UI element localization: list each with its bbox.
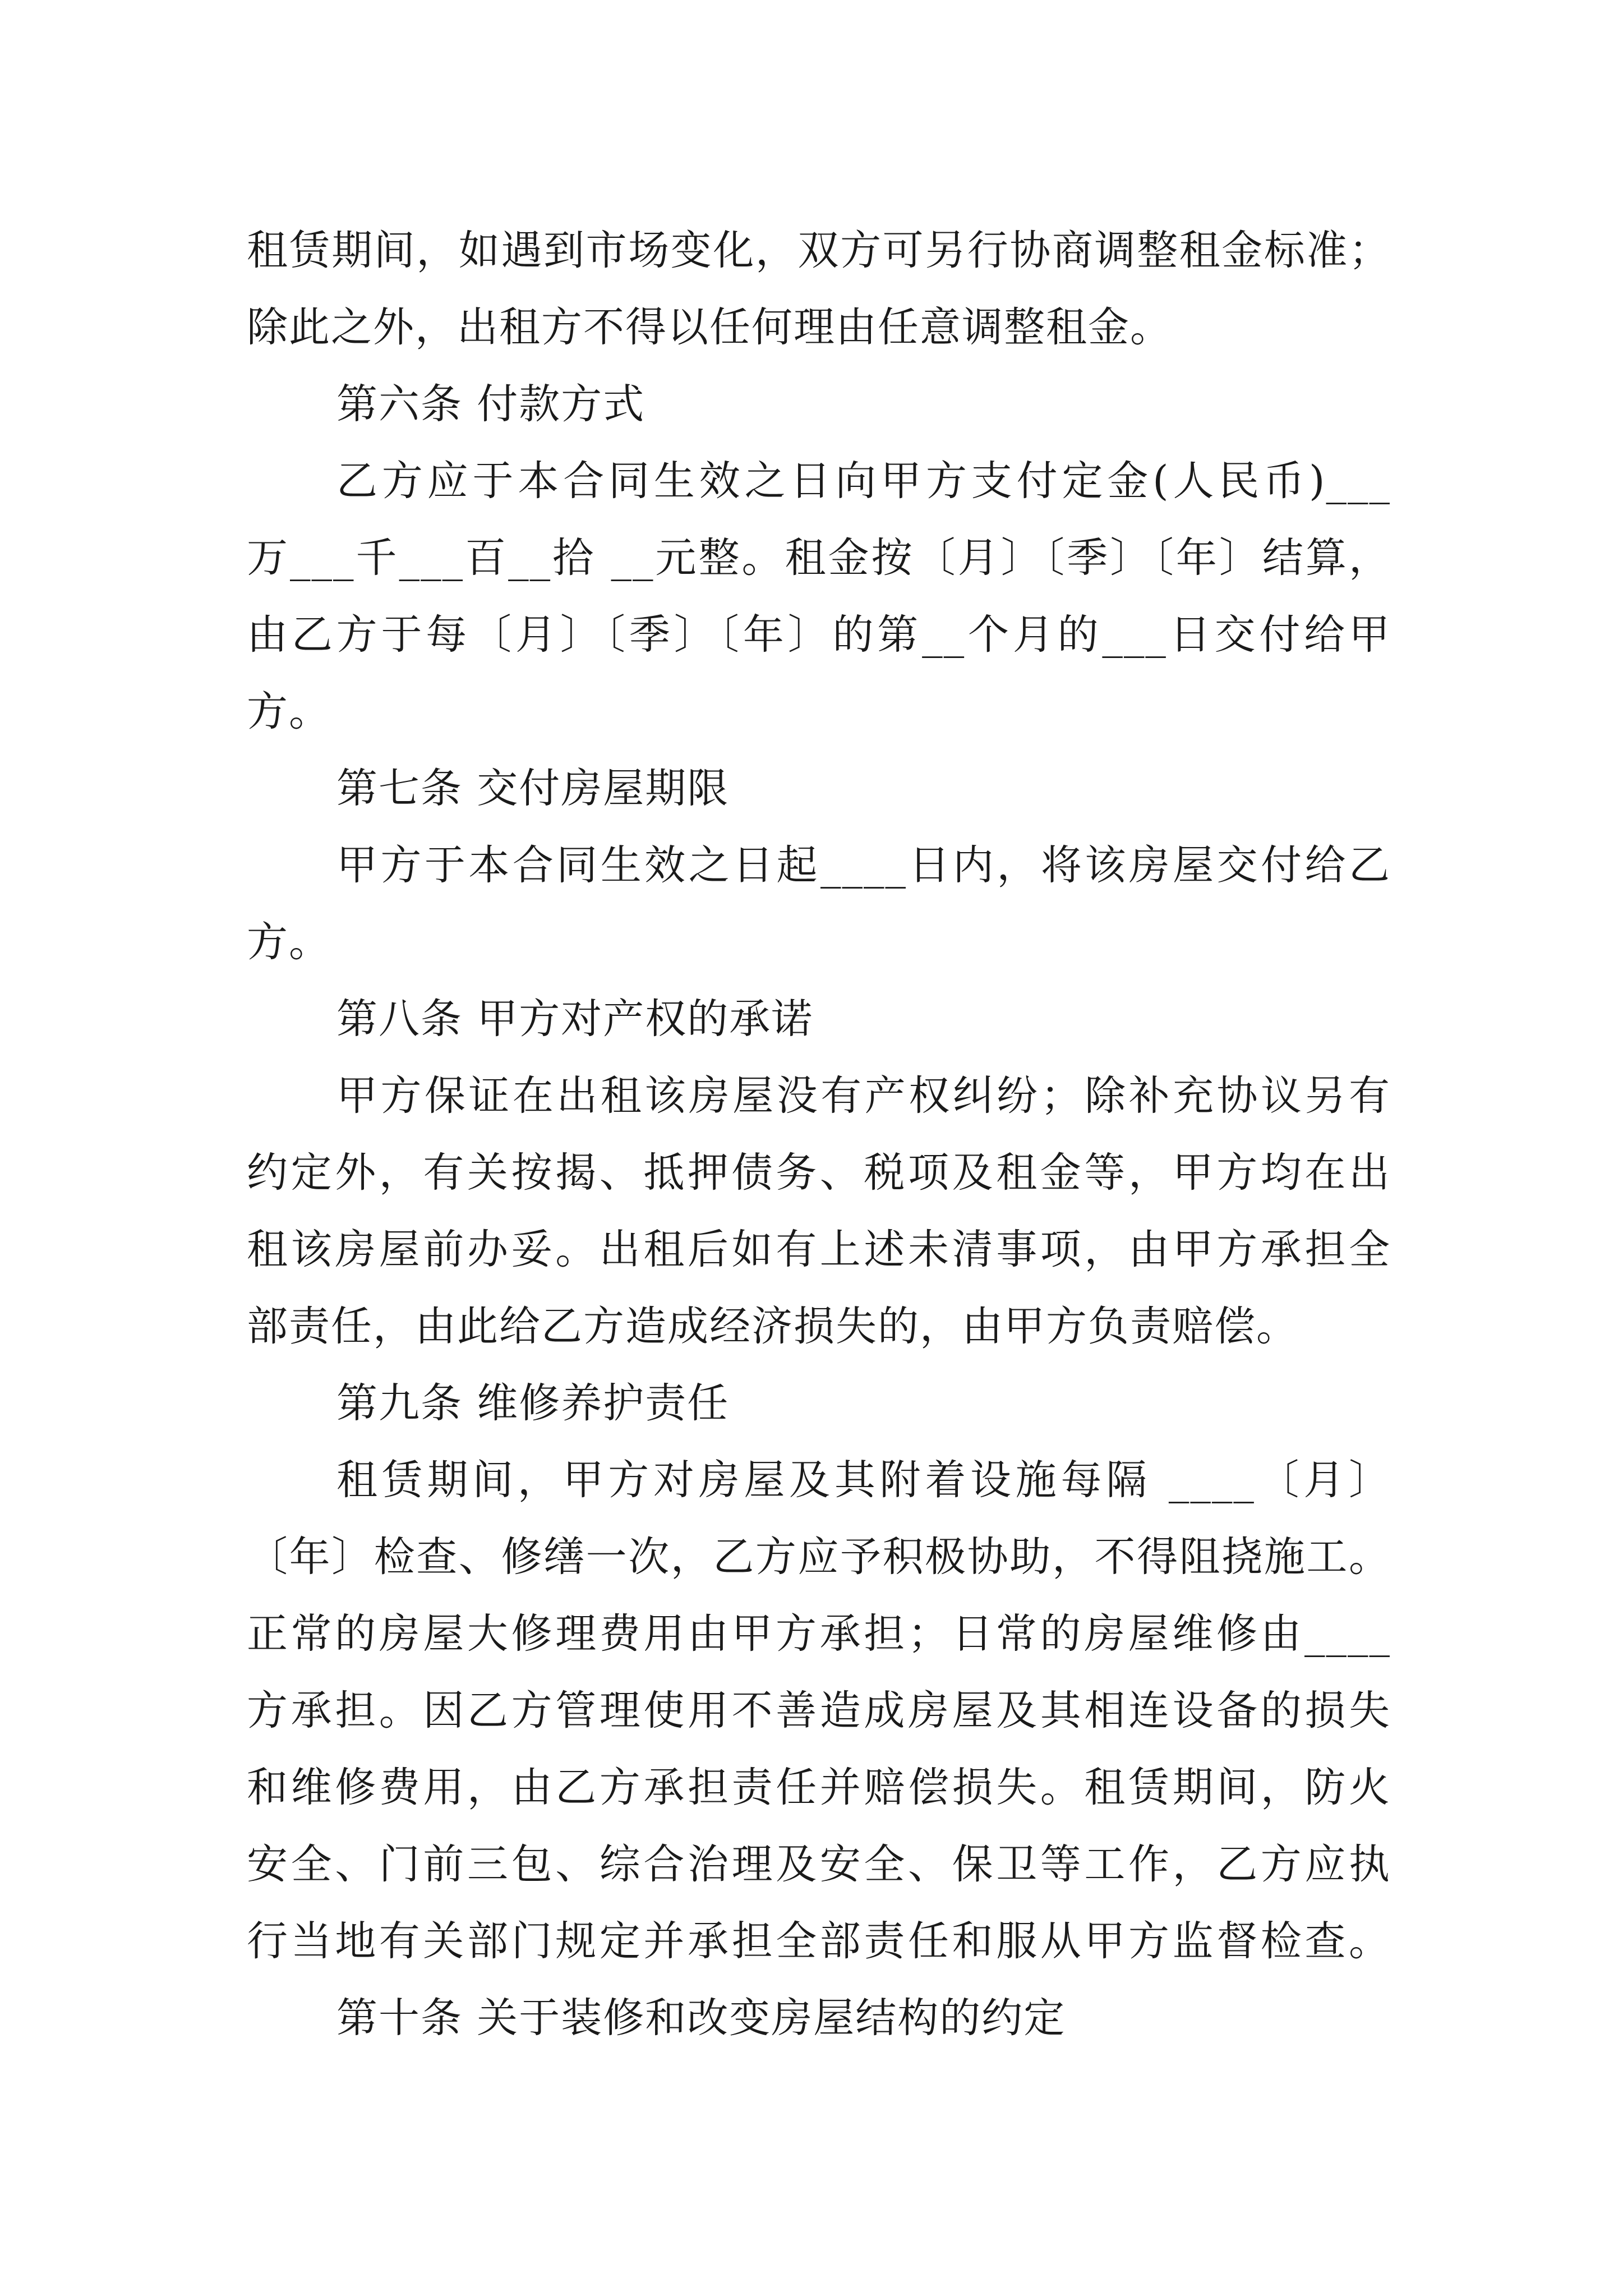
text-line: 乙方应于本合同生效之日向甲方支付定金(人民币)___ xyxy=(336,457,1391,505)
text-line: 安全、门前三包、综合治理及安全、保卫等工作，乙方应执 xyxy=(247,1841,1391,1888)
text-line: 行当地有关部门规定并承担全部责任和服从甲方监督检查。 xyxy=(247,1917,1391,1965)
article-heading: 第八条 甲方对产权的承诺 xyxy=(336,995,814,1043)
text-line: 租该房屋前办妥。出租后如有上述未清事项，由甲方承担全 xyxy=(247,1226,1391,1273)
text-line: 正常的房屋大修理费用由甲方承担；日常的房屋维修由____ xyxy=(247,1610,1391,1658)
text-line: 租赁期间，如遇到市场变化，双方可另行协商调整租金标准； xyxy=(247,227,1391,274)
text-line: 租赁期间，甲方对房屋及其附着设施每隔 ____〔月〕 xyxy=(336,1456,1391,1504)
article-heading: 第九条 维修养护责任 xyxy=(336,1379,730,1427)
text-line: 由乙方于每〔月〕〔季〕〔年〕的第__个月的___日交付给甲 xyxy=(247,611,1391,659)
text-line: 甲方于本合同生效之日起____日内，将该房屋交付给乙 xyxy=(336,841,1391,889)
text-line: 除此之外，出租方不得以任何理由任意调整租金。 xyxy=(247,303,1172,351)
article-heading: 第六条 付款方式 xyxy=(336,380,645,428)
text-line: 方。 xyxy=(247,918,331,966)
text-line: 〔年〕检查、修缮一次，乙方应予积极协助，不得阻挠施工。 xyxy=(247,1533,1391,1581)
document-page xyxy=(247,212,1391,2056)
text-line: 甲方保证在出租该房屋没有产权纠纷；除补充协议另有 xyxy=(336,1072,1391,1120)
article-heading: 第七条 交付房屋期限 xyxy=(336,765,730,812)
text-line: 万___千___百__拾 __元整。租金按〔月〕〔季〕〔年〕结算， xyxy=(247,534,1391,582)
text-line: 约定外，有关按揭、抵押债务、税项及租金等，甲方均在出 xyxy=(247,1149,1391,1197)
text-line: 和维修费用，由乙方承担责任并赔偿损失。租赁期间，防火 xyxy=(247,1764,1391,1811)
text-line: 方。 xyxy=(247,688,331,735)
text-line: 部责任，由此给乙方造成经济损失的，由甲方负责赔偿。 xyxy=(247,1303,1298,1350)
text-line: 方承担。因乙方管理使用不善造成房屋及其相连设备的损失 xyxy=(247,1687,1391,1734)
article-heading: 第十条 关于装修和改变房屋结构的约定 xyxy=(336,1994,1066,2042)
